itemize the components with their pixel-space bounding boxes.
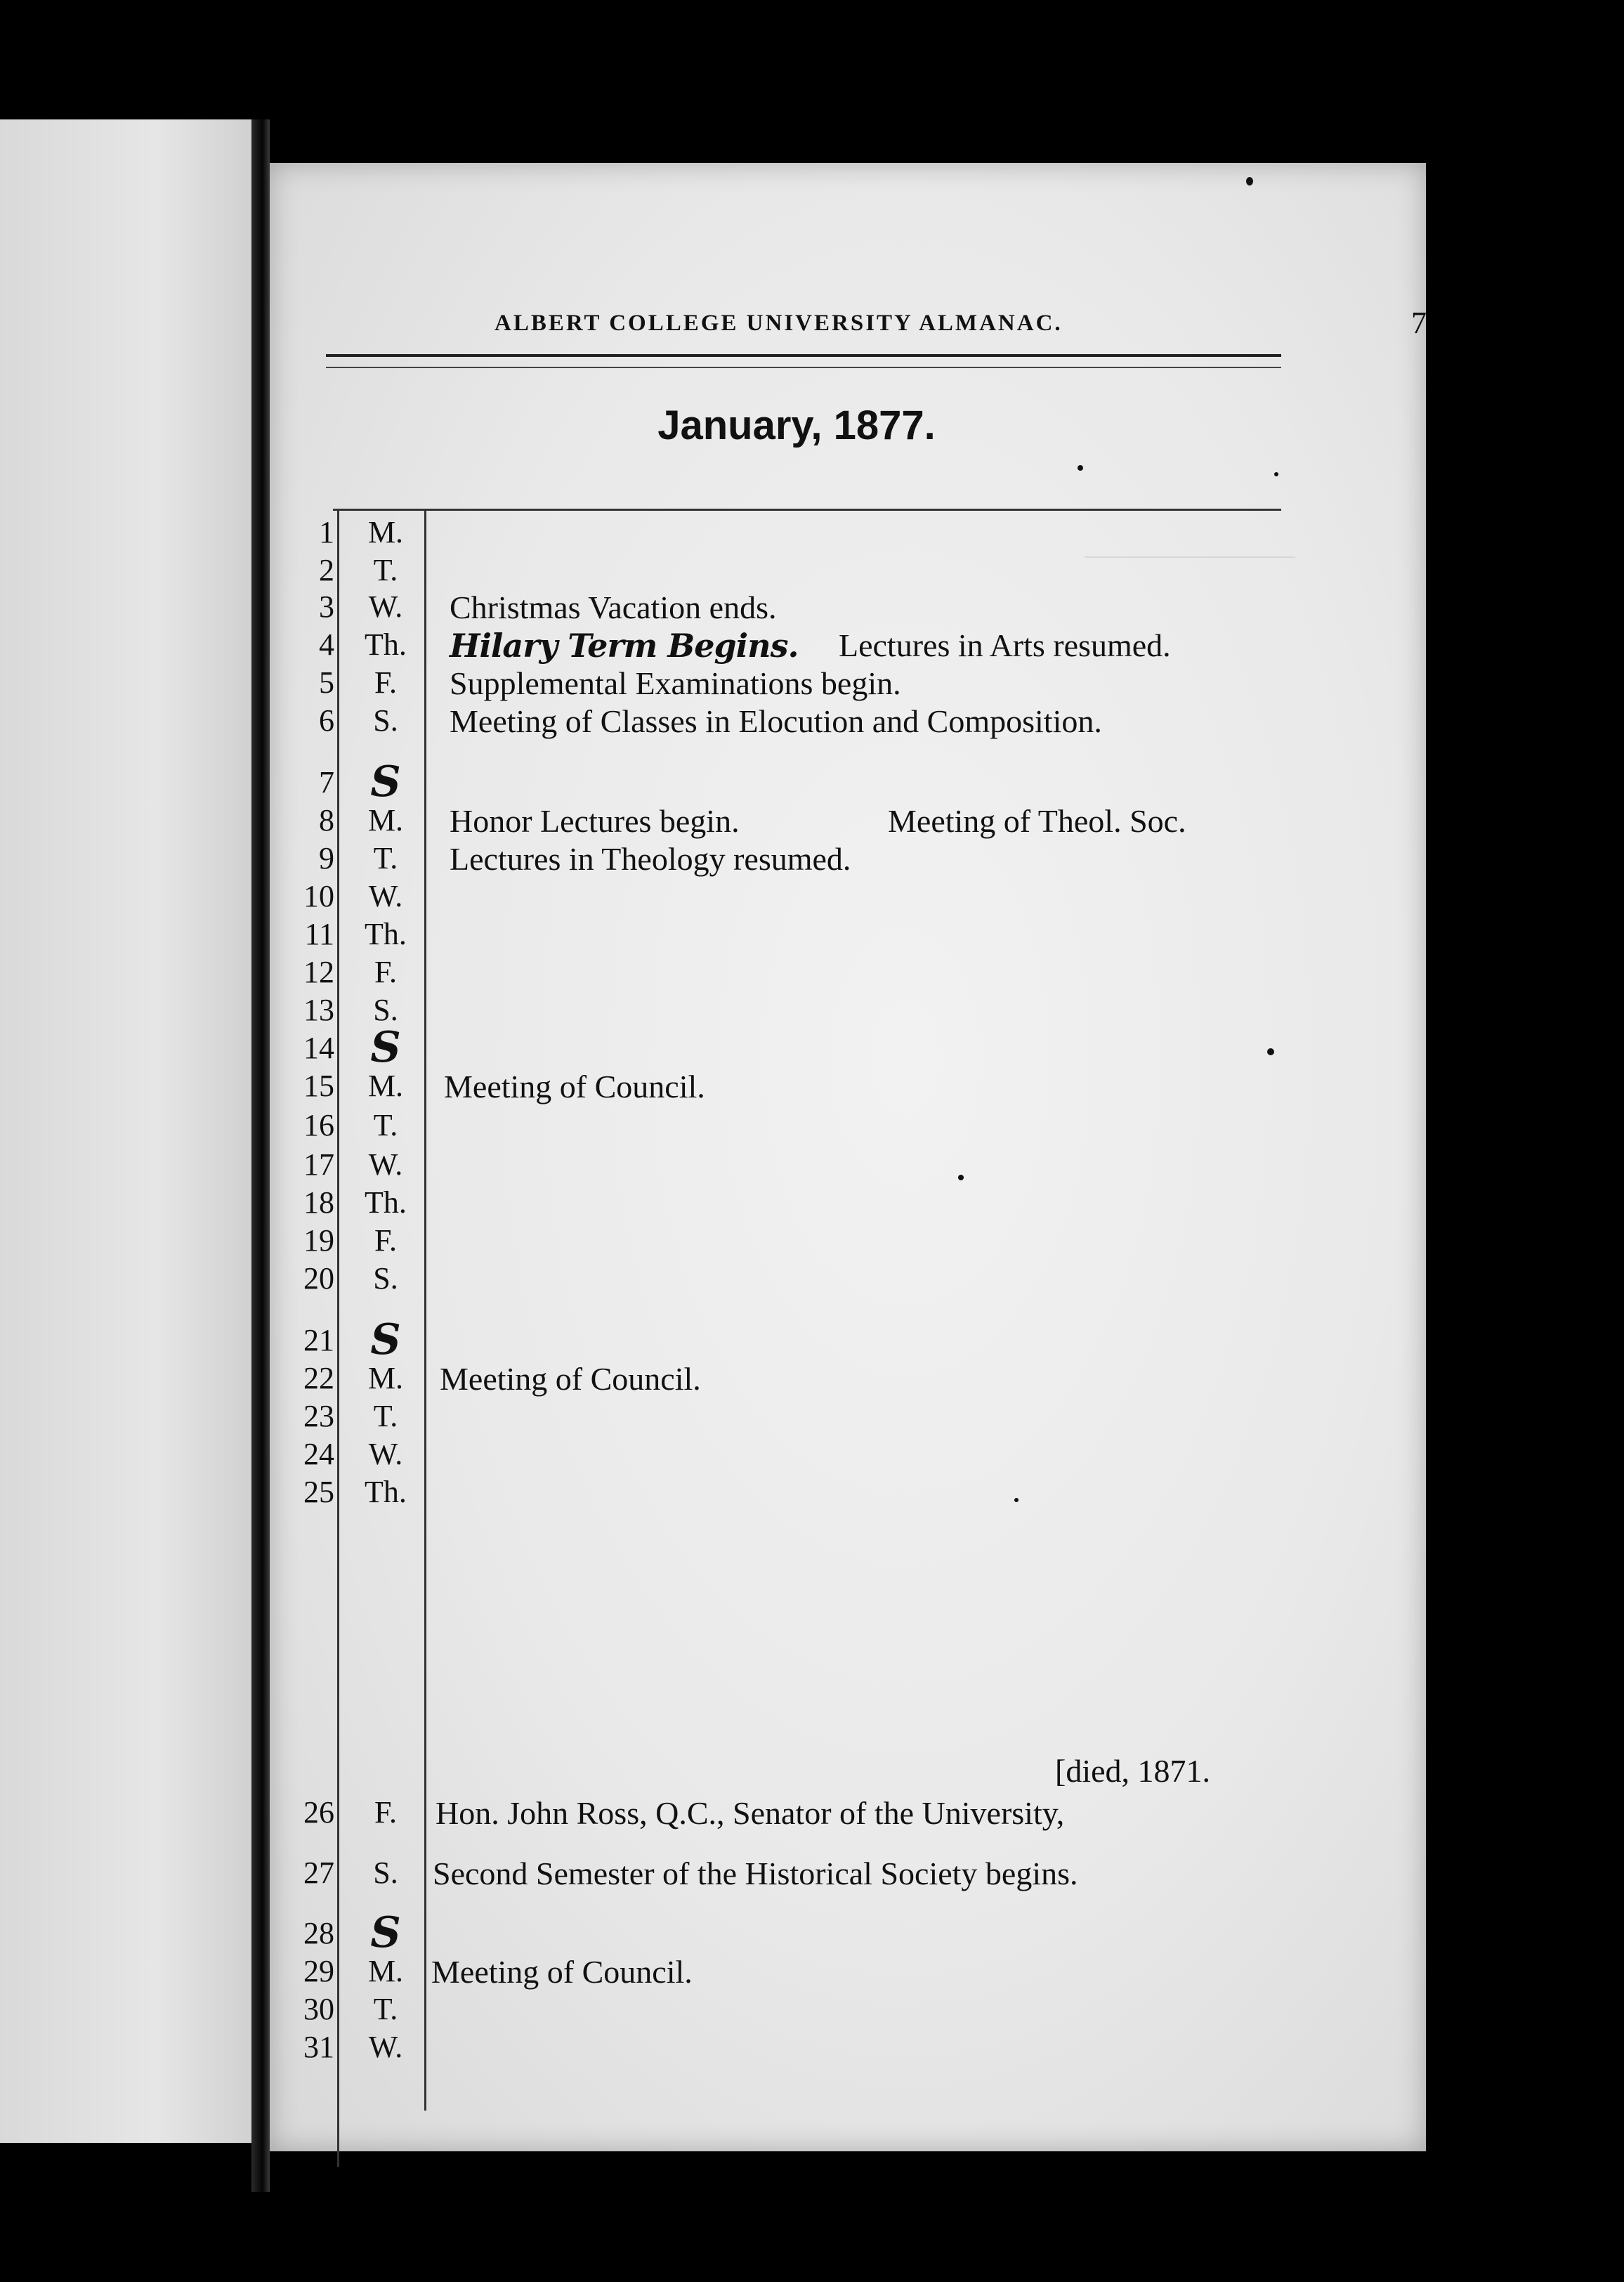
event-text: Supplemental Examinations begin.: [450, 665, 901, 701]
date-number: 8: [319, 803, 334, 837]
table-top-rule: [333, 509, 1281, 511]
event-text: Meeting of Council.: [440, 1361, 701, 1397]
date-number: 13: [303, 993, 334, 1027]
running-title: ALBERT COLLEGE UNIVERSITY ALMANAC.: [495, 311, 1063, 336]
weekday: S.: [373, 1261, 398, 1296]
date-number: 3: [319, 589, 334, 624]
date-number: 6: [319, 703, 334, 738]
event-text: Honor Lectures begin.: [450, 803, 740, 839]
date-number: 2: [319, 553, 334, 587]
page-number: 7: [1411, 306, 1429, 340]
event-text: Christmas Vacation ends.: [450, 589, 777, 625]
date-number: 1: [319, 515, 334, 549]
facing-page: [0, 119, 260, 2143]
weekday: Th.: [365, 917, 407, 951]
weekday: F.: [374, 1795, 397, 1830]
date-number: 19: [303, 1223, 334, 1258]
date-number: 27: [303, 1856, 334, 1890]
weekday: M.: [367, 1954, 404, 1988]
weekday: T.: [373, 1992, 398, 2026]
weekday: W.: [368, 589, 403, 624]
weekday: T.: [373, 1399, 398, 1433]
weekday: Th.: [365, 1185, 407, 1220]
header-rule: [326, 354, 1281, 368]
event-text: Second Semester of the Historical Society begins.: [433, 1856, 1078, 1891]
weekday: F.: [374, 665, 397, 700]
date-number: 14: [303, 1031, 334, 1065]
weekday: M.: [367, 1069, 404, 1103]
sunday-mark: S: [370, 1023, 401, 1072]
date-number: 21: [303, 1323, 334, 1357]
date-number: 9: [319, 841, 334, 875]
date-number: 16: [303, 1108, 334, 1142]
weekday: W.: [368, 879, 403, 913]
date-number: 20: [303, 1261, 334, 1296]
weekday: T.: [373, 1108, 398, 1142]
date-number: 10: [303, 879, 334, 913]
event-text-secondary: Meeting of Theol. Soc.: [888, 803, 1186, 839]
sunday-mark: S: [370, 1908, 401, 1957]
date-number: 18: [303, 1185, 334, 1220]
event-text-secondary: Lectures in Arts resumed.: [839, 627, 1171, 663]
weekday: T.: [373, 841, 398, 875]
weekday: W.: [368, 1437, 403, 1471]
event-text: Meeting of Council.: [431, 1954, 693, 1990]
weekday: M.: [367, 515, 404, 549]
column-divider-day: [424, 509, 426, 2111]
weekday: W.: [368, 2030, 403, 2064]
column-divider-date: [337, 509, 339, 2167]
weekday: Th.: [365, 627, 407, 662]
date-number: 30: [303, 1992, 334, 2026]
weekday: S.: [373, 993, 398, 1027]
event-text: Meeting of Council.: [444, 1069, 705, 1104]
sunday-mark: S: [370, 757, 401, 807]
weekday: S.: [373, 1856, 398, 1890]
date-number: 15: [303, 1069, 334, 1103]
weekday: Th.: [365, 1475, 407, 1509]
date-number: 7: [319, 765, 334, 800]
date-number: 12: [303, 955, 334, 989]
weekday: F.: [374, 955, 397, 989]
book-gutter: [251, 119, 270, 2192]
weekday: M.: [367, 1361, 404, 1395]
event-text: Hon. John Ross, Q.C., Senator of the University,: [436, 1795, 1065, 1831]
date-number: 23: [303, 1399, 334, 1433]
date-number: 11: [304, 917, 334, 951]
date-number: 5: [319, 665, 334, 700]
date-number: 22: [303, 1361, 334, 1395]
died-note: [died, 1871.: [1055, 1753, 1211, 1789]
weekday: S.: [373, 703, 398, 738]
date-number: 17: [303, 1147, 334, 1182]
date-number: 29: [303, 1954, 334, 1988]
sunday-mark: S: [370, 1315, 401, 1364]
date-number: 28: [303, 1916, 334, 1950]
almanac-page: [270, 163, 1429, 2151]
weekday: F.: [374, 1223, 397, 1258]
date-number: 24: [303, 1437, 334, 1471]
date-number: 25: [303, 1475, 334, 1509]
date-number: 26: [303, 1795, 334, 1830]
event-text: Meeting of Classes in Elocution and Composition.: [450, 703, 1102, 739]
event-text: Lectures in Theology resumed.: [450, 841, 851, 877]
weekday: T.: [373, 553, 398, 587]
month-title: January, 1877.: [657, 403, 936, 448]
date-number: 31: [303, 2030, 334, 2064]
event-text: Hilary Term Begins.: [450, 627, 799, 665]
weekday: W.: [368, 1147, 403, 1182]
weekday: M.: [367, 803, 404, 837]
date-number: 4: [319, 627, 334, 662]
